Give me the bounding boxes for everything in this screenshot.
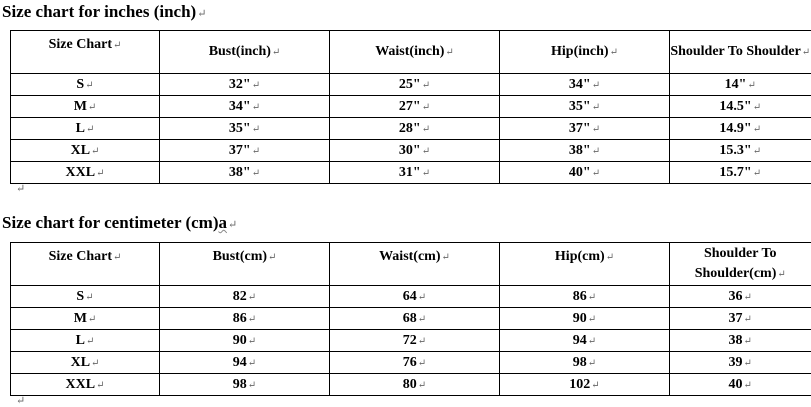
header-hip: Hip(cm)↵ <box>500 243 670 286</box>
hip-cell: 35"↵ <box>500 96 670 118</box>
bust-cell: 35"↵ <box>160 118 330 140</box>
table-row <box>11 74 811 96</box>
shoulder-cell: 14.5"↵ <box>670 96 811 118</box>
waist-cell: 30"↵ <box>330 140 500 162</box>
header-waist: Waist(inch)↵ <box>330 31 500 74</box>
bust-cell: 38"↵ <box>160 162 330 184</box>
hip-cell: 37"↵ <box>500 118 670 140</box>
waist-cell: 68↵ <box>330 308 500 330</box>
header-size-chart: Size Chart↵ <box>11 243 160 286</box>
shoulder-cell: 36↵ <box>670 286 811 308</box>
size-cell: L↵ <box>11 330 160 352</box>
size-cell: M↵ <box>11 308 160 330</box>
table-row <box>11 308 811 330</box>
bust-cell: 94↵ <box>160 352 330 374</box>
hip-cell: 102↵ <box>500 374 670 396</box>
table-header-row <box>11 243 811 286</box>
header-bust: Bust(cm)↵ <box>160 243 330 286</box>
waist-cell: 76↵ <box>330 352 500 374</box>
table-row <box>11 140 811 162</box>
bust-cell: 37"↵ <box>160 140 330 162</box>
table-row <box>11 118 811 140</box>
shoulder-cell: 14"↵ <box>670 74 811 96</box>
shoulder-cell: 15.7"↵ <box>670 162 811 184</box>
shoulder-cell: 15.3"↵ <box>670 140 811 162</box>
hip-cell: 38"↵ <box>500 140 670 162</box>
paragraph-mark-icon: ↵ <box>16 183 26 195</box>
shoulder-cell: 37↵ <box>670 308 811 330</box>
hip-cell: 98↵ <box>500 352 670 374</box>
header-size-chart: Size Chart↵ <box>11 31 160 74</box>
size-cell: M↵ <box>11 96 160 118</box>
size-cell: XXL↵ <box>11 374 160 396</box>
hip-cell: 94↵ <box>500 330 670 352</box>
bust-cell: 98↵ <box>160 374 330 396</box>
header-hip: Hip(inch)↵ <box>500 31 670 74</box>
waist-cell: 27"↵ <box>330 96 500 118</box>
hip-cell: 90↵ <box>500 308 670 330</box>
table-row <box>11 96 811 118</box>
paragraph-mark-icon: ↵ <box>227 219 238 231</box>
header-shoulder: Shoulder To Shoulder(cm)↵ <box>670 243 811 286</box>
waist-cell: 64↵ <box>330 286 500 308</box>
hip-cell: 40"↵ <box>500 162 670 184</box>
shoulder-cell: 40↵ <box>670 374 811 396</box>
waist-cell: 28"↵ <box>330 118 500 140</box>
paragraph-mark-icon: ↵ <box>16 395 26 407</box>
hip-cell: 34"↵ <box>500 74 670 96</box>
size-cell: XL↵ <box>11 140 160 162</box>
bust-cell: 86↵ <box>160 308 330 330</box>
waist-cell: 72↵ <box>330 330 500 352</box>
bust-cell: 32"↵ <box>160 74 330 96</box>
bust-cell: 82↵ <box>160 286 330 308</box>
header-shoulder: Shoulder To Shoulder↵ <box>670 31 811 74</box>
shoulder-cell: 39↵ <box>670 352 811 374</box>
waist-cell: 25"↵ <box>330 74 500 96</box>
shoulder-cell: 38↵ <box>670 330 811 352</box>
waist-cell: 31"↵ <box>330 162 500 184</box>
shoulder-cell: 14.9"↵ <box>670 118 811 140</box>
paragraph-mark-icon: ↵ <box>197 8 207 20</box>
table-row <box>11 352 811 374</box>
size-cell: S↵ <box>11 74 160 96</box>
waist-cell: 80↵ <box>330 374 500 396</box>
table-row <box>11 286 811 308</box>
inch-size-table <box>10 30 811 184</box>
bust-cell: 90↵ <box>160 330 330 352</box>
table-row <box>11 330 811 352</box>
size-cell: XL↵ <box>11 352 160 374</box>
table-row <box>11 374 811 396</box>
size-cell: XXL↵ <box>11 162 160 184</box>
bust-cell: 34"↵ <box>160 96 330 118</box>
cm-chart-title: Size chart for centimeter (cm)a↵ <box>2 213 238 232</box>
inch-chart-title: Size chart for inches (inch)↵ <box>2 2 207 21</box>
size-cell: L↵ <box>11 118 160 140</box>
size-cell: S↵ <box>11 286 160 308</box>
header-waist: Waist(cm)↵ <box>330 243 500 286</box>
table-row <box>11 162 811 184</box>
header-bust: Bust(inch)↵ <box>160 31 330 74</box>
table-header-row <box>11 31 811 74</box>
cm-size-table <box>10 242 811 396</box>
hip-cell: 86↵ <box>500 286 670 308</box>
